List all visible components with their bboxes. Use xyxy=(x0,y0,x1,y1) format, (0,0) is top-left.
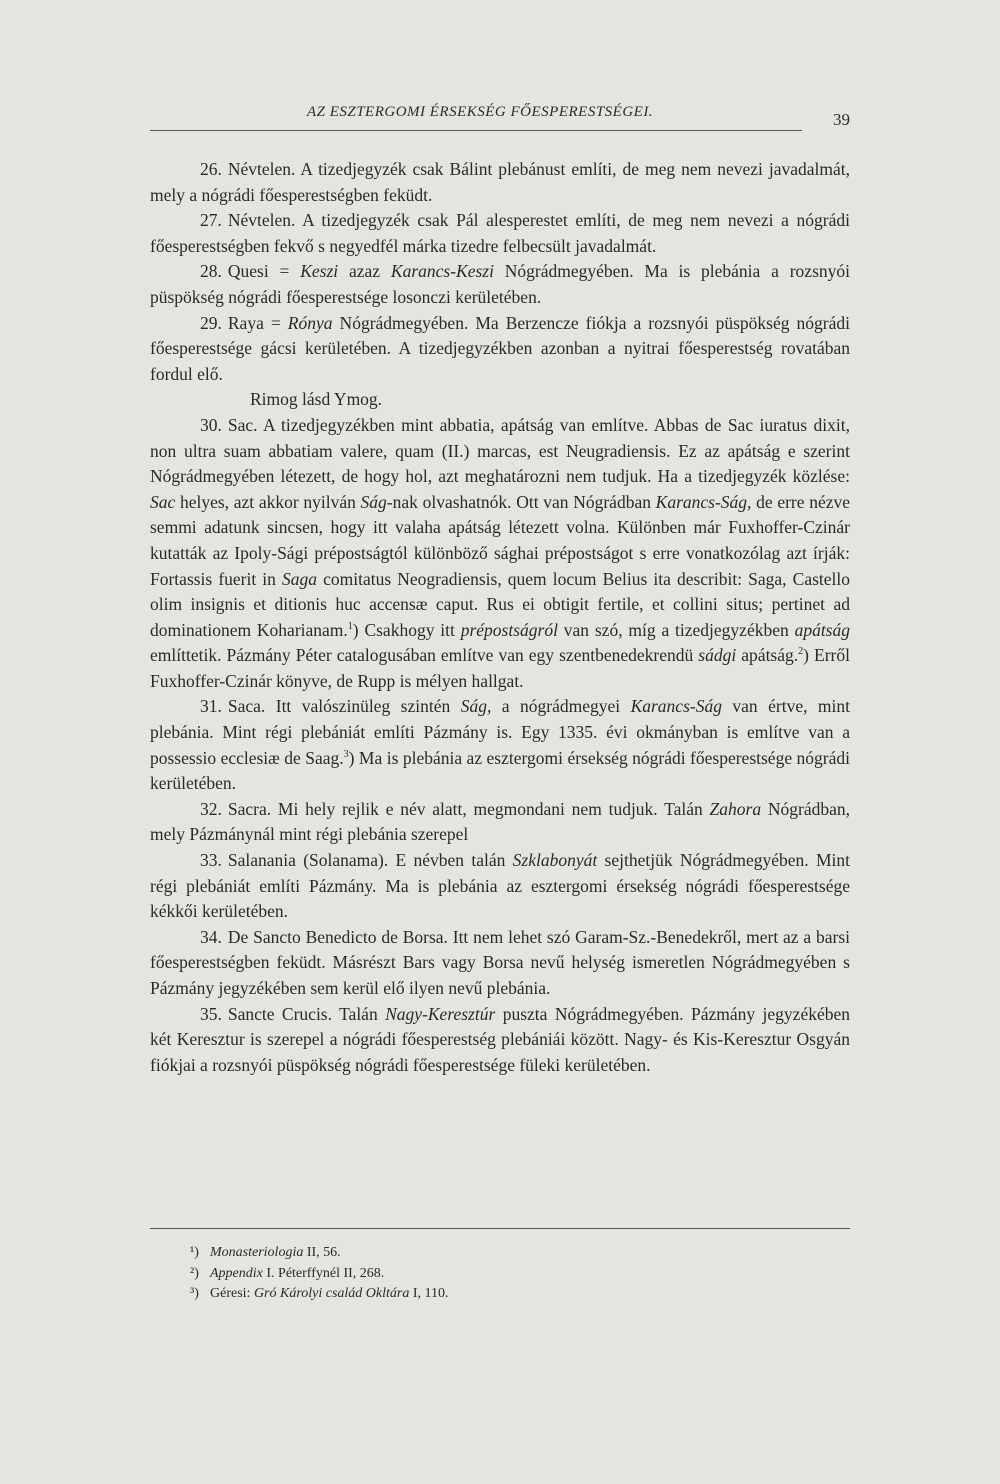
text-run: puszta Nógrádmegyében. Pázmány jegyzékében két Keresztur is szerepel a nógrádi főesperestség plebániái között. Nagy- és Kis-Keresztur Osgyán fiókjai a rozsnyói püspökség nógrádi főesperestsége füleki kerületében. xyxy=(150,1003,850,1075)
paragraph xyxy=(150,311,850,388)
footnote-mark: ¹) xyxy=(190,1245,199,1260)
footnote-rule xyxy=(150,1228,850,1229)
entry-number: 32. xyxy=(200,798,222,819)
text-run: van szó, míg a tizedjegyzékben xyxy=(557,619,795,640)
running-title: AZ ESZTERGOMI ÉRSEKSÉG FŐESPERESTSÉGEI. xyxy=(306,104,654,120)
italic-text: Keszi xyxy=(300,261,339,282)
entry-number: 30. xyxy=(200,414,222,435)
text-run: Saca. Itt valószinüleg szintén xyxy=(227,696,461,717)
text-run: comitatus Neogradiensis, quem locum Belius ita describit: Saga, Castello olim insignis et ditionis huc accensæ caput. Rus ei obtigit fertile, et collini situs; pertinet ad dominationem Koharianam. xyxy=(150,568,850,640)
text-run: a nógrádmegyei xyxy=(491,696,631,717)
paragraph xyxy=(150,413,850,695)
text-run: Sacra. Mi hely rejlik e név alatt, megmondani nem tudjuk. Talán xyxy=(227,798,710,819)
text-run: Nógrádmegyében. Ma is plebánia a rozsnyói püspökség nógrádi főesperestsége losonczi kerületében. xyxy=(150,261,851,307)
footnote xyxy=(190,1284,810,1305)
header-rule xyxy=(150,130,802,131)
entry-number: 35. xyxy=(200,1003,222,1024)
italic-text: sádgi xyxy=(698,645,737,666)
text-run: sejthetjük Nógrádmegyében. Mint régi plebániát említi Pázmány. Ma is plebánia az esztergomi érsekség nógrádi főesperestsége kékkői kerületében. xyxy=(150,850,850,922)
italic-text: Sac xyxy=(150,491,176,512)
italic-text: Monasteriologia xyxy=(210,1245,304,1260)
italic-text: Rónya xyxy=(287,312,333,333)
text-run: azaz xyxy=(338,261,391,282)
footnote xyxy=(190,1264,810,1285)
text-run: Névtelen. A tizedjegyzék csak Bálint plebánust említi, de meg nem nevezi javadalmát, mely a nógrádi főesperestségben feküdt. xyxy=(150,159,850,205)
italic-text: Ság, xyxy=(460,696,492,717)
paragraph xyxy=(150,1002,850,1079)
paragraph xyxy=(150,208,850,259)
text-run: Géresi: xyxy=(210,1286,254,1301)
text-run: helyes, azt akkor nyilván xyxy=(175,491,361,512)
text-run: I, 110. xyxy=(409,1286,449,1301)
italic-text: prépostságról xyxy=(460,619,558,640)
italic-text: apátság xyxy=(794,619,850,640)
entry-number: 31. xyxy=(200,696,222,717)
paragraph xyxy=(150,694,850,796)
text-run: de erre nézve semmi adatunk sincsen, hogy itt valaha apátság létezett volna. Különben már Fuxhoffer-Czinár kutatták az Ipoly-Sági prépostságtól különböző sághai prépostságot s erre vonatkozólag azt írják: Fortassis fuerit in xyxy=(150,491,850,589)
page-number: 39 xyxy=(833,110,850,129)
text-run: van értve, mint plebánia. Mint régi plebániát említi Pázmány is. Egy 1335. évi okmányban is említve van a possessio ecclesiæ de Saag. xyxy=(150,696,851,768)
text-run: De Sancto Benedicto de Borsa. Itt nem lehet szó Garam-Sz.-Benedekről, mert az a barsi főesperestségben feküdt. Másrészt Bars vagy Borsa nevű helység ismeretlen Nógrádmegyében s Pázmány jegyzékében sem kerül elő ilyen nevű plebánia. xyxy=(150,926,850,998)
italic-text: Zahora xyxy=(709,798,762,819)
text-run: Nógrádban, mely Pázmánynál mint régi plebánia szerepel xyxy=(150,798,850,845)
text-run: I. Péterffynél II, 268. xyxy=(262,1265,385,1281)
paragraph xyxy=(150,387,850,413)
italic-text: Nagy-Keresztúr xyxy=(385,1003,496,1024)
text-run: ) Csakhogy itt xyxy=(352,619,461,640)
footnote-mark: ²) xyxy=(190,1265,199,1281)
italic-text: Saga xyxy=(282,568,317,589)
footnote-ref: 2 xyxy=(798,646,804,658)
text-run: Rimog lásd Ymog. xyxy=(250,389,383,410)
entry-number: 33. xyxy=(200,850,222,871)
text-run: ) Ma is plebánia az esztergomi érsekség nógrádi főesperestsége nógrádi kerületében. xyxy=(150,747,850,794)
footnote-mark: ³) xyxy=(190,1286,199,1301)
italic-text: Appendix xyxy=(210,1265,263,1281)
footnotes xyxy=(190,1243,810,1305)
text-run: Nógrádmegyében. Ma Berzencze fiókja a rozsnyói püspökség nógrádi főesperestsége gácsi kerületében. A tizedjegyzékben azonban a nyitrai főesperestség rovatában fordul elő. xyxy=(150,312,851,384)
italic-text: Gró Károlyi család Okltára xyxy=(253,1286,410,1301)
paragraph xyxy=(150,797,850,848)
italic-text: Szklabonyát xyxy=(512,850,598,871)
text-run: Salanania (Solanama). E névben talán xyxy=(227,850,513,871)
entry-number: 27. xyxy=(200,210,222,231)
text-run: Raya = xyxy=(227,312,288,333)
entry-number: 28. xyxy=(200,261,222,282)
italic-text: Karancs-Ság, xyxy=(655,491,752,512)
text-run: Névtelen. A tizedjegyzék csak Pál alesperestet említi, de meg nem nevezi a nógrádi főesperestségben fekvő s negyedfél márka tizedre felbecsült javadalmát. xyxy=(150,210,850,256)
footnote xyxy=(190,1243,810,1264)
paragraph xyxy=(150,848,850,925)
footnote-ref: 1 xyxy=(347,620,353,632)
paragraph xyxy=(150,259,850,310)
text-run: ) Erről Fuxhoffer-Czinár könyve, de Rupp is mélyen hallgat. xyxy=(150,645,850,691)
text-run: Sac. A tizedjegyzékben mint abbatia, apátság van említve. Abbas de Sac iuratus dixit, non ultra suam abbatiam valere, quam (II.) marcas, est Neugradiensis. Ez az apátság e szerint Nógrádmegyében létezett, de hogy hol, azt meghatározni nem tudjuk. Ha a tizedjegyzék közlése: xyxy=(150,414,850,487)
text-run: Quesi = xyxy=(227,261,301,282)
text-run: Sancte Crucis. Talán xyxy=(227,1003,386,1024)
text-run: II, 56. xyxy=(303,1245,341,1260)
body-text xyxy=(150,157,850,1078)
text-run: -nak olvashatnók. Ott van Nógrádban xyxy=(386,491,656,512)
paragraph xyxy=(150,925,850,1002)
italic-text: Karancs-Ság xyxy=(630,696,722,717)
italic-text: Karancs-Keszi xyxy=(390,261,494,282)
entry-number: 29. xyxy=(200,312,222,333)
italic-text: Ság xyxy=(360,491,387,512)
footnote-ref: 3 xyxy=(343,748,349,760)
paragraph xyxy=(150,157,850,208)
entry-number: 34. xyxy=(200,926,222,947)
text-run: említtetik. Pázmány Péter catalogusában említve van egy szentbenedekrendü xyxy=(150,645,699,666)
entry-number: 26. xyxy=(200,159,222,179)
text-run: apátság. xyxy=(736,645,799,666)
